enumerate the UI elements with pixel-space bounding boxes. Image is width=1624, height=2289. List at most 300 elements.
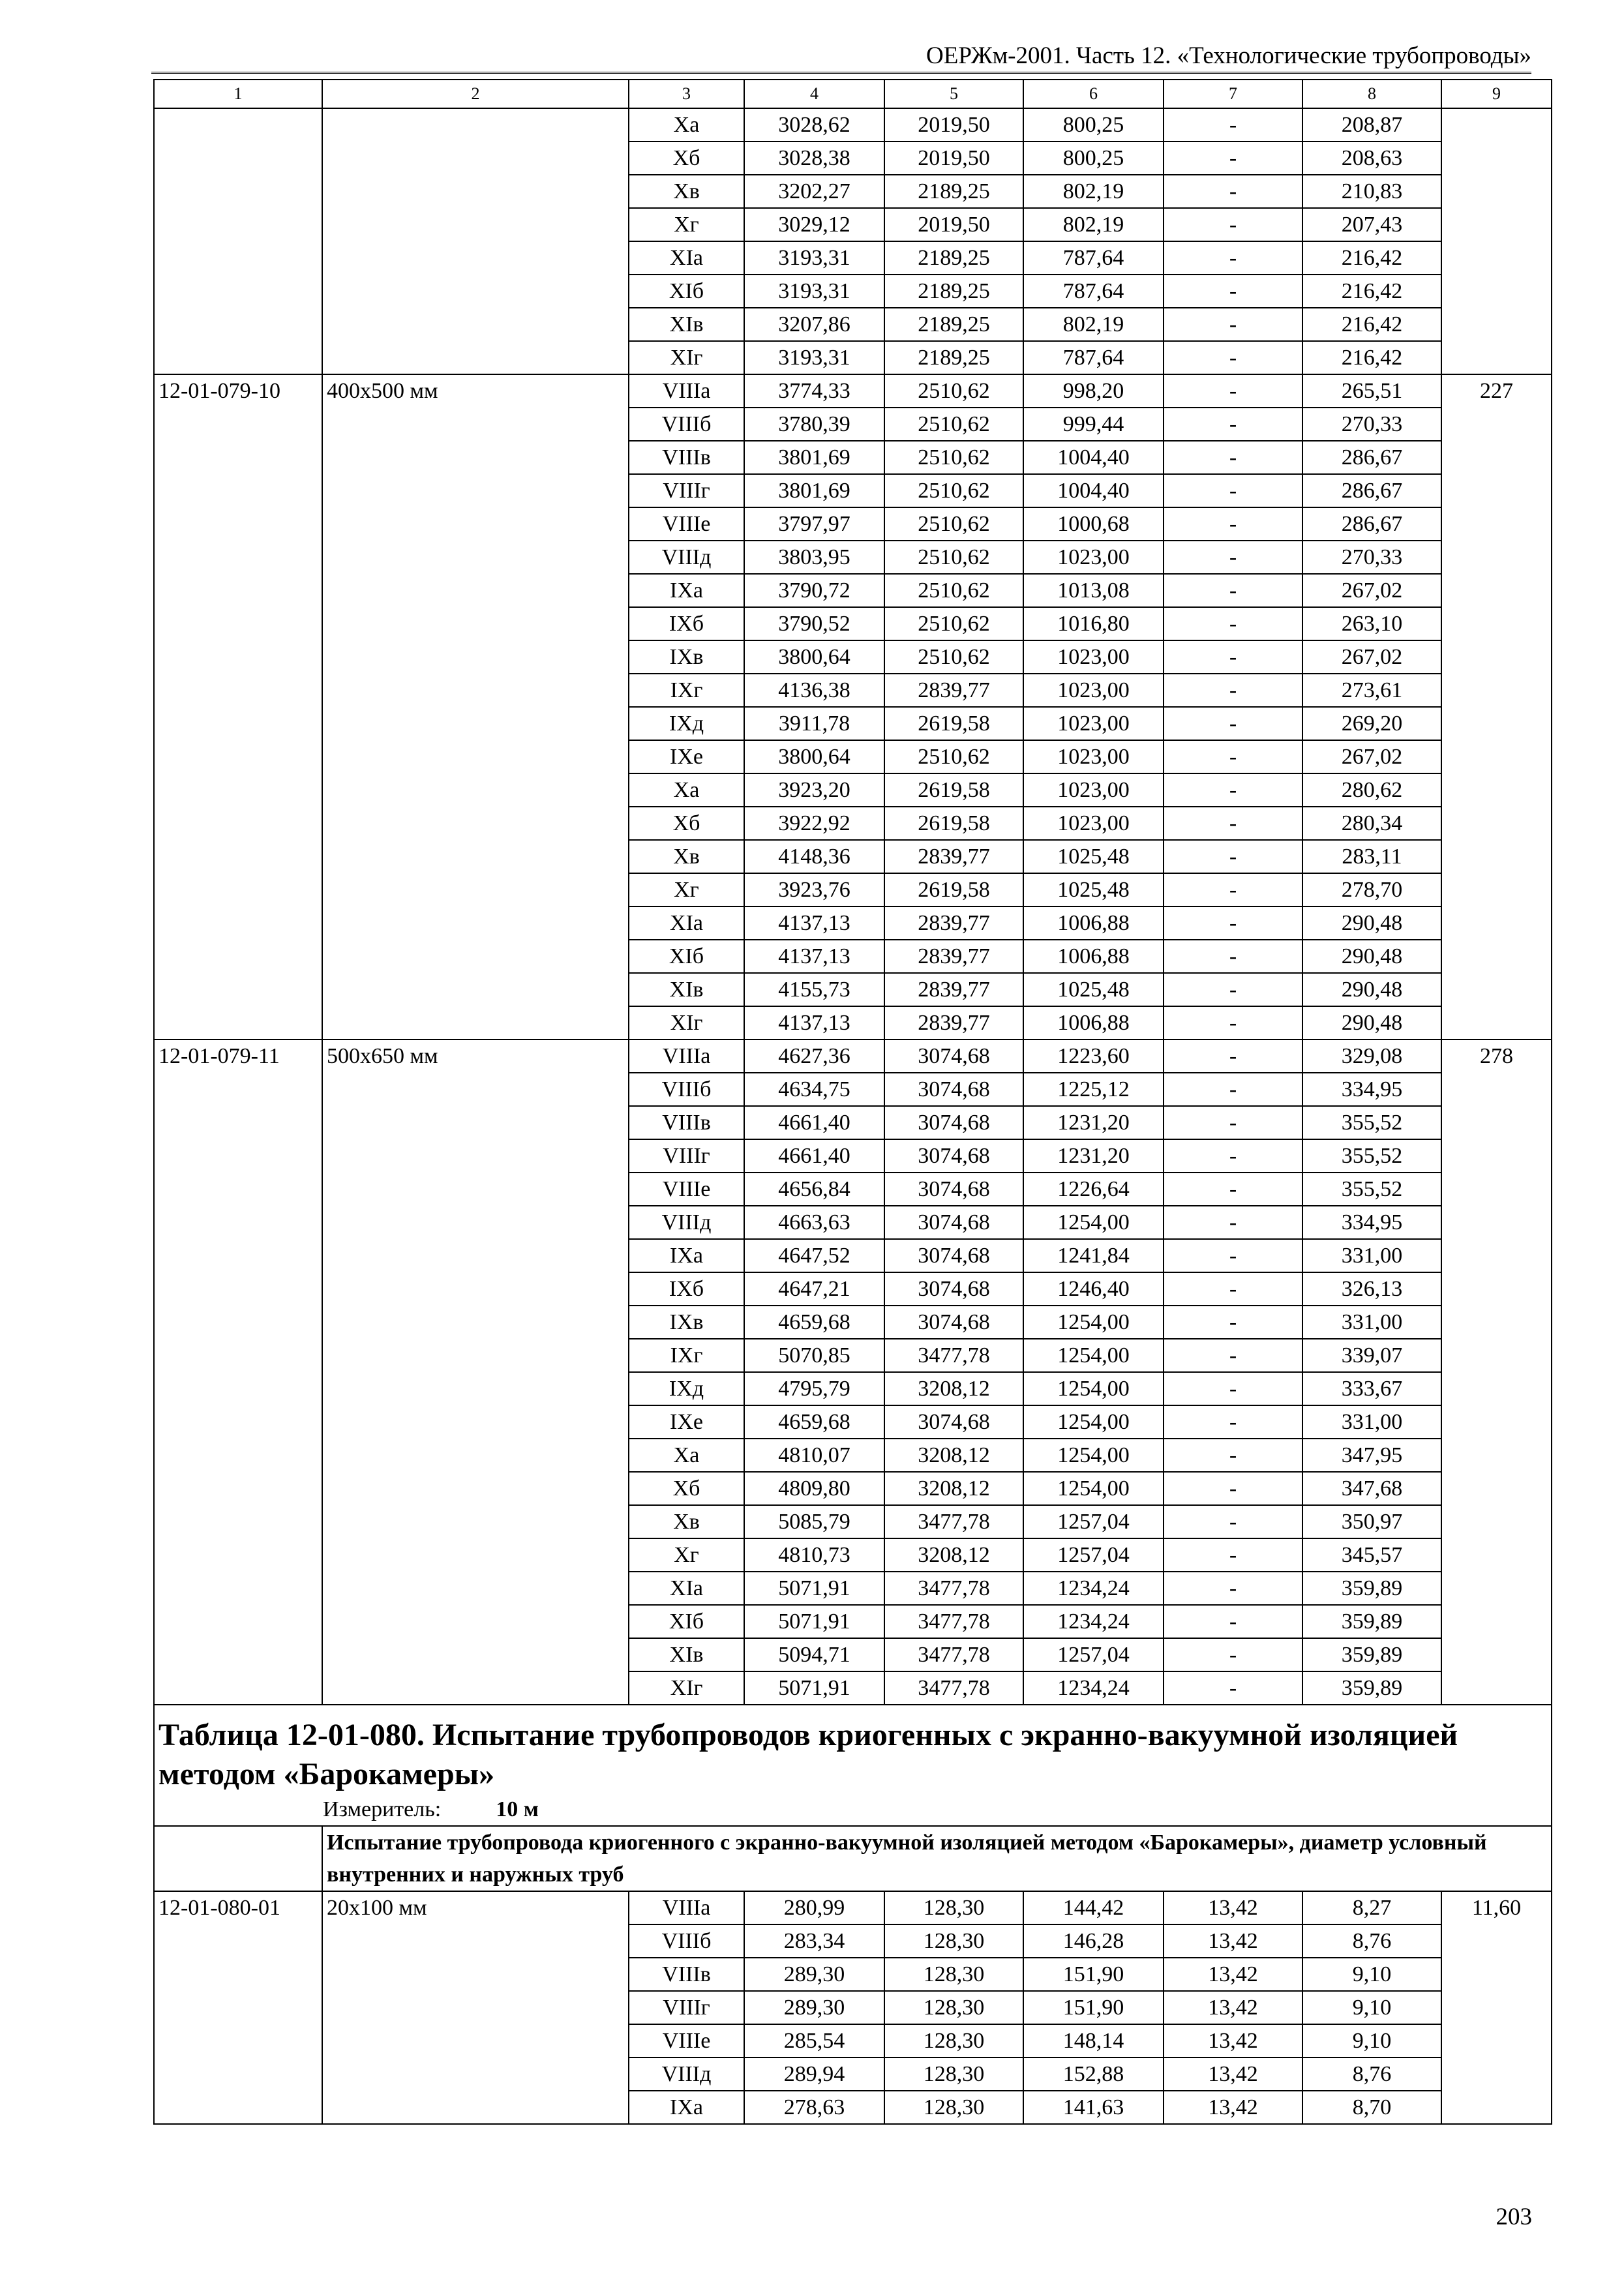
machinist-wages-cell: 13,42 bbox=[1164, 1891, 1302, 1924]
total-cost-cell: 4647,52 bbox=[744, 1239, 884, 1272]
materials-cell: 216,42 bbox=[1302, 275, 1441, 308]
rate-name bbox=[322, 2091, 629, 2124]
labor-cell bbox=[1441, 640, 1552, 674]
materials-cell: 8,76 bbox=[1302, 2057, 1441, 2091]
machinist-wages-cell: - bbox=[1164, 1439, 1302, 1472]
zone-cell: Xб bbox=[629, 1472, 744, 1505]
total-cost-cell: 3911,78 bbox=[744, 707, 884, 740]
wages-cell: 3477,78 bbox=[884, 1605, 1023, 1638]
machinist-wages-cell: - bbox=[1164, 773, 1302, 807]
machinist-wages-cell: - bbox=[1164, 1472, 1302, 1505]
machinist-wages-cell: 13,42 bbox=[1164, 2091, 1302, 2124]
labor-cell bbox=[1441, 341, 1552, 374]
machines-cell: 787,64 bbox=[1023, 275, 1164, 308]
rate-name bbox=[322, 175, 629, 208]
zone-cell: IXe bbox=[629, 740, 744, 773]
wages-cell: 3208,12 bbox=[884, 1538, 1023, 1572]
zone-cell: Xa bbox=[629, 773, 744, 807]
materials-cell: 265,51 bbox=[1302, 374, 1441, 408]
materials-cell: 355,52 bbox=[1302, 1139, 1441, 1173]
total-cost-cell: 289,30 bbox=[744, 1991, 884, 2024]
materials-cell: 359,89 bbox=[1302, 1605, 1441, 1638]
rate-name bbox=[322, 507, 629, 541]
rate-name bbox=[322, 940, 629, 973]
labor-cell bbox=[1441, 906, 1552, 940]
materials-cell: 290,48 bbox=[1302, 906, 1441, 940]
rate-name bbox=[322, 1272, 629, 1306]
materials-cell: 359,89 bbox=[1302, 1572, 1441, 1605]
rate-code bbox=[154, 607, 322, 640]
rate-code bbox=[154, 241, 322, 275]
wages-cell: 2189,25 bbox=[884, 308, 1023, 341]
subheading: Испытание трубопровода криогенного с экранно-вакуумной изоляцией методом «Барокамеры», диаметр условный внутренних и наружных труб bbox=[322, 1826, 1552, 1891]
total-cost-cell: 3790,72 bbox=[744, 574, 884, 607]
materials-cell: 334,95 bbox=[1302, 1206, 1441, 1239]
zone-cell: VIIIб bbox=[629, 1924, 744, 1958]
machines-cell: 1004,40 bbox=[1023, 441, 1164, 474]
rate-name bbox=[322, 1605, 629, 1638]
labor-cell bbox=[1441, 441, 1552, 474]
rate-name bbox=[322, 1958, 629, 1991]
machinist-wages-cell: - bbox=[1164, 1073, 1302, 1106]
materials-cell: 280,62 bbox=[1302, 773, 1441, 807]
total-cost-cell: 3801,69 bbox=[744, 474, 884, 507]
column-number: 8 bbox=[1302, 80, 1441, 108]
rate-name bbox=[322, 541, 629, 574]
table-row bbox=[154, 740, 1552, 773]
labor-cell bbox=[1441, 574, 1552, 607]
total-cost-cell: 4627,36 bbox=[744, 1040, 884, 1073]
total-cost-cell: 5071,91 bbox=[744, 1605, 884, 1638]
materials-cell: 331,00 bbox=[1302, 1405, 1441, 1439]
rate-code bbox=[154, 674, 322, 707]
wages-cell: 2510,62 bbox=[884, 574, 1023, 607]
total-cost-cell: 4661,40 bbox=[744, 1139, 884, 1173]
column-number: 6 bbox=[1023, 80, 1164, 108]
labor-cell bbox=[1441, 241, 1552, 275]
machinist-wages-cell: - bbox=[1164, 1239, 1302, 1272]
table-row bbox=[154, 1958, 1552, 1991]
rate-name bbox=[322, 1439, 629, 1472]
rate-name: 20х100 мм bbox=[322, 1891, 629, 1924]
table-row bbox=[154, 807, 1552, 840]
materials-cell: 359,89 bbox=[1302, 1638, 1441, 1671]
wages-cell: 2189,25 bbox=[884, 175, 1023, 208]
zone-cell: IXe bbox=[629, 1405, 744, 1439]
zone-cell: XIa bbox=[629, 906, 744, 940]
table-row bbox=[154, 1339, 1552, 1372]
machinist-wages-cell: - bbox=[1164, 1372, 1302, 1405]
machines-cell: 1025,48 bbox=[1023, 973, 1164, 1006]
wages-cell: 3477,78 bbox=[884, 1505, 1023, 1538]
total-cost-cell: 4137,13 bbox=[744, 906, 884, 940]
wages-cell: 3074,68 bbox=[884, 1272, 1023, 1306]
labor-cell bbox=[1441, 1173, 1552, 1206]
table-row bbox=[154, 940, 1552, 973]
table-row bbox=[154, 640, 1552, 674]
table-row bbox=[154, 1891, 1552, 1924]
rate-name bbox=[322, 1306, 629, 1339]
zone-cell: Xг bbox=[629, 208, 744, 241]
rate-name bbox=[322, 241, 629, 275]
rate-code bbox=[154, 773, 322, 807]
machinist-wages-cell: - bbox=[1164, 441, 1302, 474]
table-row bbox=[154, 1991, 1552, 2024]
rate-code bbox=[154, 740, 322, 773]
zone-cell: IXa bbox=[629, 1239, 744, 1272]
wages-cell: 128,30 bbox=[884, 1958, 1023, 1991]
labor-cell bbox=[1441, 1272, 1552, 1306]
rate-name bbox=[322, 1073, 629, 1106]
labor-cell bbox=[1441, 1638, 1552, 1671]
machinist-wages-cell: - bbox=[1164, 1006, 1302, 1040]
machinist-wages-cell: 13,42 bbox=[1164, 1958, 1302, 1991]
total-cost-cell: 3790,52 bbox=[744, 607, 884, 640]
table-row bbox=[154, 1671, 1552, 1705]
materials-cell: 350,97 bbox=[1302, 1505, 1441, 1538]
column-number: 5 bbox=[884, 80, 1023, 108]
wages-cell: 3208,12 bbox=[884, 1372, 1023, 1405]
wages-cell: 3208,12 bbox=[884, 1439, 1023, 1472]
rate-code bbox=[154, 1272, 322, 1306]
rate-code bbox=[154, 1958, 322, 1991]
materials-cell: 207,43 bbox=[1302, 208, 1441, 241]
zone-cell: IXa bbox=[629, 574, 744, 607]
table-row bbox=[154, 1439, 1552, 1472]
labor-cell bbox=[1441, 1405, 1552, 1439]
rate-name bbox=[322, 1924, 629, 1958]
labor-cell bbox=[1441, 740, 1552, 773]
labor-cell bbox=[1441, 1472, 1552, 1505]
wages-cell: 2510,62 bbox=[884, 408, 1023, 441]
rate-name bbox=[322, 1472, 629, 1505]
rate-name bbox=[322, 1638, 629, 1671]
materials-cell: 8,27 bbox=[1302, 1891, 1441, 1924]
zone-cell: VIIIб bbox=[629, 408, 744, 441]
table-row bbox=[154, 1040, 1552, 1073]
materials-cell: 329,08 bbox=[1302, 1040, 1441, 1073]
labor-cell bbox=[1441, 2057, 1552, 2091]
materials-cell: 9,10 bbox=[1302, 1991, 1441, 2024]
machinist-wages-cell: - bbox=[1164, 906, 1302, 940]
materials-cell: 270,33 bbox=[1302, 408, 1441, 441]
table-row bbox=[154, 1372, 1552, 1405]
zone-cell: IXв bbox=[629, 1306, 744, 1339]
column-number: 2 bbox=[322, 80, 629, 108]
materials-cell: 216,42 bbox=[1302, 308, 1441, 341]
table-title: Таблица 12-01-080. Испытание трубопроводов криогенных с экранно-вакуумной изоляцией методом «Барокамеры» bbox=[158, 1718, 1458, 1791]
machinist-wages-cell: 13,42 bbox=[1164, 2057, 1302, 2091]
machinist-wages-cell: - bbox=[1164, 1638, 1302, 1671]
rate-name: 400х500 мм bbox=[322, 374, 629, 408]
table-row bbox=[154, 1239, 1552, 1272]
rate-code bbox=[154, 1372, 322, 1405]
total-cost-cell: 3800,64 bbox=[744, 640, 884, 674]
zone-cell: XIб bbox=[629, 1605, 744, 1638]
subheading-row bbox=[154, 1826, 1552, 1891]
rate-code bbox=[154, 707, 322, 740]
machinist-wages-cell: - bbox=[1164, 607, 1302, 640]
rate-code bbox=[154, 175, 322, 208]
total-cost-cell: 280,99 bbox=[744, 1891, 884, 1924]
machinist-wages-cell: - bbox=[1164, 840, 1302, 873]
total-cost-cell: 5094,71 bbox=[744, 1638, 884, 1671]
wages-cell: 2019,50 bbox=[884, 142, 1023, 175]
machines-cell: 1254,00 bbox=[1023, 1439, 1164, 1472]
rate-code bbox=[154, 1439, 322, 1472]
materials-cell: 286,67 bbox=[1302, 507, 1441, 541]
machines-cell: 1226,64 bbox=[1023, 1173, 1164, 1206]
rate-code bbox=[154, 1671, 322, 1705]
rate-code bbox=[154, 1206, 322, 1239]
zone-cell: VIIIв bbox=[629, 1106, 744, 1139]
rate-name bbox=[322, 1339, 629, 1372]
table-row bbox=[154, 840, 1552, 873]
zone-cell: Xa bbox=[629, 1439, 744, 1472]
column-number: 4 bbox=[744, 80, 884, 108]
total-cost-cell: 4136,38 bbox=[744, 674, 884, 707]
labor-cell bbox=[1441, 275, 1552, 308]
table-row bbox=[154, 1106, 1552, 1139]
table-row bbox=[154, 1206, 1552, 1239]
materials-cell: 278,70 bbox=[1302, 873, 1441, 906]
labor-cell bbox=[1441, 175, 1552, 208]
total-cost-cell: 3028,38 bbox=[744, 142, 884, 175]
wages-cell: 128,30 bbox=[884, 2057, 1023, 2091]
zone-cell: Xв bbox=[629, 840, 744, 873]
materials-cell: 345,57 bbox=[1302, 1538, 1441, 1572]
zone-cell: IXв bbox=[629, 640, 744, 674]
rate-code bbox=[154, 441, 322, 474]
machines-cell: 787,64 bbox=[1023, 241, 1164, 275]
labor-cell: 11,60 bbox=[1441, 1891, 1552, 1924]
table-row bbox=[154, 1505, 1552, 1538]
materials-cell: 331,00 bbox=[1302, 1306, 1441, 1339]
wages-cell: 2189,25 bbox=[884, 341, 1023, 374]
rate-code bbox=[154, 1073, 322, 1106]
rate-code bbox=[154, 973, 322, 1006]
total-cost-cell: 3193,31 bbox=[744, 341, 884, 374]
rate-name bbox=[322, 308, 629, 341]
machines-cell: 1223,60 bbox=[1023, 1040, 1164, 1073]
labor-cell bbox=[1441, 541, 1552, 574]
labor-cell bbox=[1441, 142, 1552, 175]
machines-cell: 151,90 bbox=[1023, 1991, 1164, 2024]
labor-cell bbox=[1441, 1006, 1552, 1040]
wages-cell: 128,30 bbox=[884, 1891, 1023, 1924]
machines-cell: 152,88 bbox=[1023, 2057, 1164, 2091]
zone-cell: IXб bbox=[629, 607, 744, 640]
rate-name bbox=[322, 441, 629, 474]
total-cost-cell: 3800,64 bbox=[744, 740, 884, 773]
machinist-wages-cell: - bbox=[1164, 574, 1302, 607]
total-cost-cell: 3923,20 bbox=[744, 773, 884, 807]
labor-cell bbox=[1441, 1505, 1552, 1538]
table-row bbox=[154, 873, 1552, 906]
labor-cell bbox=[1441, 840, 1552, 873]
labor-cell bbox=[1441, 408, 1552, 441]
rate-name bbox=[322, 108, 629, 142]
labor-cell bbox=[1441, 1924, 1552, 1958]
zone-cell: IXд bbox=[629, 1372, 744, 1405]
materials-cell: 290,48 bbox=[1302, 1006, 1441, 1040]
machinist-wages-cell: - bbox=[1164, 142, 1302, 175]
rate-code bbox=[154, 807, 322, 840]
machines-cell: 1234,24 bbox=[1023, 1671, 1164, 1705]
wages-cell: 3477,78 bbox=[884, 1572, 1023, 1605]
zone-cell: IXд bbox=[629, 707, 744, 740]
zone-cell: VIIIe bbox=[629, 1173, 744, 1206]
materials-cell: 286,67 bbox=[1302, 441, 1441, 474]
wages-cell: 3074,68 bbox=[884, 1040, 1023, 1073]
total-cost-cell: 4148,36 bbox=[744, 840, 884, 873]
zone-cell: XIг bbox=[629, 341, 744, 374]
materials-cell: 267,02 bbox=[1302, 640, 1441, 674]
zone-cell: XIa bbox=[629, 1572, 744, 1605]
wages-cell: 2839,77 bbox=[884, 674, 1023, 707]
total-cost-cell: 3029,12 bbox=[744, 208, 884, 241]
rate-code bbox=[154, 1605, 322, 1638]
zone-cell: VIIIв bbox=[629, 441, 744, 474]
rate-name bbox=[322, 574, 629, 607]
rate-code bbox=[154, 408, 322, 441]
materials-cell: 210,83 bbox=[1302, 175, 1441, 208]
machinist-wages-cell: 13,42 bbox=[1164, 2024, 1302, 2057]
machines-cell: 146,28 bbox=[1023, 1924, 1164, 1958]
machines-cell: 1234,24 bbox=[1023, 1605, 1164, 1638]
rate-name bbox=[322, 474, 629, 507]
zone-cell: XIв bbox=[629, 1638, 744, 1671]
machinist-wages-cell: - bbox=[1164, 1572, 1302, 1605]
wages-cell: 2510,62 bbox=[884, 507, 1023, 541]
rate-name bbox=[322, 1106, 629, 1139]
total-cost-cell: 3207,86 bbox=[744, 308, 884, 341]
machinist-wages-cell: - bbox=[1164, 474, 1302, 507]
machinist-wages-cell: - bbox=[1164, 1505, 1302, 1538]
machinist-wages-cell: - bbox=[1164, 507, 1302, 541]
machines-cell: 1023,00 bbox=[1023, 674, 1164, 707]
labor-cell bbox=[1441, 973, 1552, 1006]
rate-code bbox=[154, 108, 322, 142]
table-row bbox=[154, 1139, 1552, 1173]
zone-cell: VIIIб bbox=[629, 1073, 744, 1106]
total-cost-cell: 3797,97 bbox=[744, 507, 884, 541]
zone-cell: XIв bbox=[629, 308, 744, 341]
machinist-wages-cell: - bbox=[1164, 1173, 1302, 1206]
machines-cell: 1231,20 bbox=[1023, 1106, 1164, 1139]
machines-cell: 1246,40 bbox=[1023, 1272, 1164, 1306]
rate-name bbox=[322, 1006, 629, 1040]
column-number: 1 bbox=[154, 80, 322, 108]
total-cost-cell: 285,54 bbox=[744, 2024, 884, 2057]
wages-cell: 3074,68 bbox=[884, 1306, 1023, 1339]
measure-line bbox=[155, 1794, 1551, 1825]
column-number: 3 bbox=[629, 80, 744, 108]
machinist-wages-cell: 13,42 bbox=[1164, 1924, 1302, 1958]
machinist-wages-cell: - bbox=[1164, 807, 1302, 840]
machines-cell: 1254,00 bbox=[1023, 1206, 1164, 1239]
wages-cell: 3074,68 bbox=[884, 1106, 1023, 1139]
total-cost-cell: 3193,31 bbox=[744, 241, 884, 275]
table-title-row bbox=[154, 1705, 1552, 1826]
machinist-wages-cell: - bbox=[1164, 1272, 1302, 1306]
rate-name bbox=[322, 1991, 629, 2024]
machines-cell: 141,63 bbox=[1023, 2091, 1164, 2124]
machines-cell: 1241,84 bbox=[1023, 1239, 1164, 1272]
wages-cell: 2510,62 bbox=[884, 374, 1023, 408]
total-cost-cell: 4659,68 bbox=[744, 1405, 884, 1439]
rate-code: 12-01-079-10 bbox=[154, 374, 322, 408]
table-row bbox=[154, 1472, 1552, 1505]
labor-cell: 278 bbox=[1441, 1040, 1552, 1073]
wages-cell: 2510,62 bbox=[884, 640, 1023, 674]
rate-name bbox=[322, 1173, 629, 1206]
materials-cell: 334,95 bbox=[1302, 1073, 1441, 1106]
zone-cell: XIa bbox=[629, 241, 744, 275]
table-row bbox=[154, 142, 1552, 175]
materials-cell: 269,20 bbox=[1302, 707, 1441, 740]
machinist-wages-cell: - bbox=[1164, 1405, 1302, 1439]
table-row bbox=[154, 2057, 1552, 2091]
labor-cell bbox=[1441, 773, 1552, 807]
machines-cell: 800,25 bbox=[1023, 142, 1164, 175]
total-cost-cell: 3803,95 bbox=[744, 541, 884, 574]
wages-cell: 2189,25 bbox=[884, 275, 1023, 308]
materials-cell: 339,07 bbox=[1302, 1339, 1441, 1372]
total-cost-cell: 4659,68 bbox=[744, 1306, 884, 1339]
machines-cell: 1023,00 bbox=[1023, 640, 1164, 674]
table-row bbox=[154, 1538, 1552, 1572]
table-row bbox=[154, 2024, 1552, 2057]
zone-cell: Xa bbox=[629, 108, 744, 142]
zone-cell: VIIIe bbox=[629, 507, 744, 541]
labor-cell bbox=[1441, 308, 1552, 341]
rate-code bbox=[154, 1505, 322, 1538]
zone-cell: IXб bbox=[629, 1272, 744, 1306]
wages-cell: 2839,77 bbox=[884, 940, 1023, 973]
machines-cell: 802,19 bbox=[1023, 308, 1164, 341]
rate-code: 12-01-079-11 bbox=[154, 1040, 322, 1073]
labor-cell bbox=[1441, 1139, 1552, 1173]
total-cost-cell: 4810,73 bbox=[744, 1538, 884, 1572]
machines-cell: 1023,00 bbox=[1023, 707, 1164, 740]
materials-cell: 263,10 bbox=[1302, 607, 1441, 640]
rate-name bbox=[322, 773, 629, 807]
rate-code bbox=[154, 1472, 322, 1505]
labor-cell bbox=[1441, 1991, 1552, 2024]
machines-cell: 1023,00 bbox=[1023, 807, 1164, 840]
total-cost-cell: 3801,69 bbox=[744, 441, 884, 474]
rate-code bbox=[154, 840, 322, 873]
zone-cell: VIIIв bbox=[629, 1958, 744, 1991]
materials-cell: 273,61 bbox=[1302, 674, 1441, 707]
total-cost-cell: 3923,76 bbox=[744, 873, 884, 906]
machines-cell: 1025,48 bbox=[1023, 840, 1164, 873]
table-row bbox=[154, 1306, 1552, 1339]
table-row bbox=[154, 241, 1552, 275]
materials-cell: 270,33 bbox=[1302, 541, 1441, 574]
rate-code bbox=[154, 873, 322, 906]
total-cost-cell: 4656,84 bbox=[744, 1173, 884, 1206]
rate-code bbox=[154, 208, 322, 241]
total-cost-cell: 3780,39 bbox=[744, 408, 884, 441]
machinist-wages-cell: - bbox=[1164, 707, 1302, 740]
materials-cell: 355,52 bbox=[1302, 1173, 1441, 1206]
rate-code bbox=[154, 1239, 322, 1272]
table-row bbox=[154, 674, 1552, 707]
wages-cell: 2839,77 bbox=[884, 1006, 1023, 1040]
materials-cell: 9,10 bbox=[1302, 2024, 1441, 2057]
